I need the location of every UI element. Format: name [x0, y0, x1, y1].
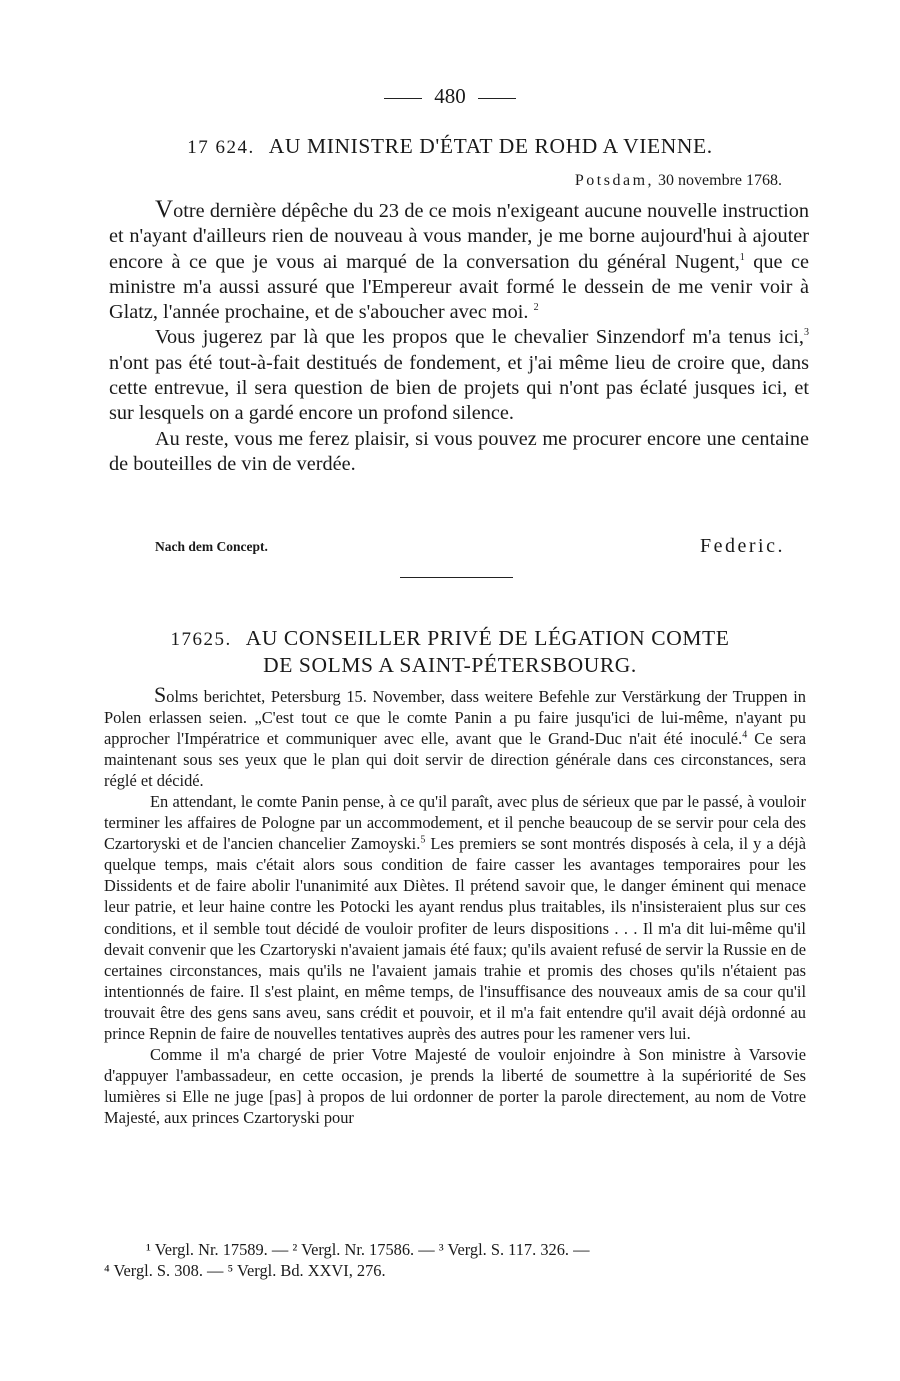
- letter1-number: 17 624.: [187, 137, 255, 158]
- signature: Federic.: [700, 535, 785, 557]
- letter2-title-line1: AU CONSEILLER PRIVÉ DE LÉGATION COMTE: [245, 626, 730, 650]
- letter1-p1-text-b: que ce ministre m'a aussi assuré que l'Empereur avait formé le dessein de me venir voir à Glatz, l'année prochaine, et de s'aboucher avec moi.: [109, 250, 809, 324]
- letter1-title: AU MINISTRE D'ÉTAT DE ROHD A VIENNE.: [268, 134, 713, 158]
- letter2-paragraph-3: [104, 1044, 806, 1128]
- footnote-ref-5: 5: [420, 834, 426, 846]
- page-number-dash-left: [384, 98, 422, 99]
- footnote-ref-2: 2: [533, 302, 539, 314]
- letter2-p3-text: Comme il m'a chargé de prier Votre Majesté de vouloir enjoindre à Son ministre à Varsovie d'appuyer l'ambassadeur, en cette occasion, je prends la liberté de soumettre à la supériorité de Ses lumières si Elle ne juge [pas] à propos de lui ordonner de porter la parole directement, au nom de Votre Majesté, aux princes Czartoryski pour: [104, 1044, 806, 1127]
- letter1-p2-text-b: n'ont pas été tout-à-fait destitués de fondement, et j'ai même lieu de croire que, dans cette entrevue, il sera question de bien de projets qui n'ont pas éclaté jusques ici, et sur lesquels on a gardé encore un profond silence.: [109, 351, 809, 425]
- letter1-p3-text: Au reste, vous me ferez plaisir, si vous pouvez me procurer encore une centaine de bouteilles de vin de verdée.: [109, 427, 809, 475]
- letter1-body: [109, 197, 809, 477]
- footnote-ref-1: 1: [739, 251, 745, 263]
- footnote-ref-4: 4: [742, 729, 748, 741]
- letter2-body: [104, 684, 806, 1128]
- letter2-heading-line1: [0, 626, 900, 651]
- page-number-dash-right: [478, 98, 516, 99]
- letter2-p1-text: olms berichtet, Petersburg 15. November, dass weitere Befehle zur Verstärkung der Truppen in Polen erlassen seien. „C'est tout ce que le comte Panin a pu faire jusqu'ici de lui-même, n'ayant pu approcher l'Impératrice et communiquer avec elle, avant que le Grand-Duc n'ait été inoculé.: [104, 687, 806, 749]
- letter2-number: 17625.: [170, 629, 232, 650]
- footnote-ref-3: 3: [804, 327, 809, 339]
- source-note: Nach dem Concept.: [155, 539, 268, 554]
- section-divider: [400, 577, 513, 578]
- letter2-paragraph-1: [104, 684, 806, 791]
- letter1-paragraph-2: [109, 325, 809, 426]
- letter2-p2-text-b: Les premiers se sont montrés disposés à cela, il y a déjà quelque temps, mais c'était alors sous condition de faire casser les avantages temporaires pour les Dissidents et de faire abolir l'unanimité aux Diètes. Il prétend savoir que, le danger éminent qui menace leur patrie, et leur haine contre les Potocki les ayant rendus plus traitables, ils n'insisteraient plus sur ces conditions, et il semble tout décidé de vouloir profiter de leurs dispositions . . . Il m'a dit lui-même qu'il devait convenir que les Czartoryski n'avaient jamais été faux; qu'ils avaient refusé de servir la Russie en de certaines circonstances, mais qu'ils ne l'avaient jamais trahie et promis des choses qu'ils n'étaient pas intentionnés de faire. Il s'est plaint, en même temps, de l'insuffisance des nouveaux amis de sa cour qu'il trouvait être des gens sans aveu, sans crédit et pouvoir, et il m'a fait entendre qu'il avait déjà ordonné au prince Repnin de faire de nouvelles tentatives auprès des autres pour les ramener vers lui.: [104, 834, 806, 1043]
- page-number: [0, 84, 900, 109]
- letter1-initial: V: [155, 196, 174, 223]
- letter1-heading: [0, 134, 900, 159]
- letter1-paragraph-3: [109, 427, 809, 478]
- letter2-initial: S: [154, 682, 167, 707]
- footnotes-line-2: ⁴ Vergl. S. 308. — ⁵ Vergl. Bd. XXVI, 276.: [104, 1261, 386, 1280]
- letter2-paragraph-2: [104, 791, 806, 1044]
- letter2-p1-text-b: Ce sera maintenant sous ses yeux que le plan qui doit servir de direction générale dans ces circonstances, sera réglé et décidé.: [104, 729, 806, 791]
- letter1-p1-text: otre dernière dépêche du 23 de ce mois n'exigeant aucune nouvelle instruction et n'ayant d'ailleurs rien de nouveau à vous mander, je me borne aujourd'hui à ajouter encore à ce que je vous ai marqué de la conversation du général Nugent,: [109, 200, 809, 273]
- letter1-place: Potsdam,: [574, 172, 655, 189]
- footnotes-line-1: ¹ Vergl. Nr. 17589. — ² Vergl. Nr. 17586. — ³ Vergl. S. 117. 326. —: [146, 1240, 590, 1259]
- letter1-place-date: [575, 172, 782, 190]
- letter2-p2-text: En attendant, le comte Panin pense, à ce qu'il paraît, avec plus de sérieux que par le passé, à vouloir terminer les affaires de Pologne par un accommodement, et il penche beaucoup de se servir pour cela des Czartoryski et de l'ancien chancelier Zamoyski.: [104, 792, 806, 854]
- page-number-text: 480: [434, 84, 466, 108]
- footnotes: [104, 1239, 806, 1281]
- letter1-paragraph-1: [109, 197, 809, 325]
- letter1-date: 30 novembre 1768.: [658, 172, 782, 189]
- letter1-footer: [155, 535, 785, 559]
- letter2-title-line2: DE SOLMS A SAINT-PÉTERSBOURG.: [263, 653, 637, 677]
- letter1-p2-text: Vous jugerez par là que les propos que le chevalier Sinzendorf m'a tenus ici,: [155, 326, 804, 349]
- letter2-heading: [0, 626, 900, 678]
